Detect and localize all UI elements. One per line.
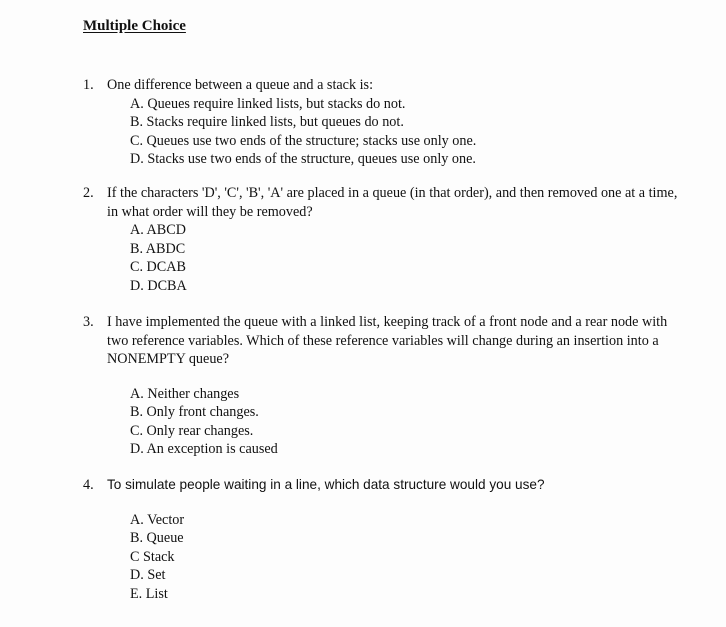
question-text: If the characters 'D', 'C', 'B', 'A' are placed in a queue (in that order), and then removed one at a time, in what order will they be removed?: [107, 185, 678, 220]
option-a: A. Neither changes: [130, 385, 240, 402]
option-d: D. DCBA: [130, 277, 187, 294]
question-number: 2.: [83, 185, 94, 201]
option-list: [130, 511, 683, 604]
option-c: C Stack: [130, 548, 175, 565]
spacer: [83, 369, 683, 385]
option-list: [130, 95, 683, 169]
option-a: A. ABCD: [130, 222, 186, 238]
option-b: B. Stacks require linked lists, but queues do not.: [130, 114, 404, 130]
option-list: [130, 385, 683, 459]
question-number: 1.: [83, 77, 94, 93]
spacer: [83, 495, 683, 511]
option-d: D. Set: [130, 567, 166, 583]
question-2: [83, 184, 683, 295]
option-c: C. DCAB: [130, 259, 186, 275]
option-list: [130, 221, 683, 295]
question-1: [83, 76, 683, 169]
question-text: One difference between a queue and a stack is:: [107, 77, 374, 93]
question-text: To simulate people waiting in a line, which data structure would you use?: [107, 477, 545, 492]
option-c: C. Only rear changes.: [130, 422, 254, 439]
section-heading: Multiple Choice: [83, 18, 186, 34]
option-e: E. List: [130, 585, 168, 602]
question-number: 4.: [83, 477, 94, 493]
option-c: C. Queues use two ends of the structure; stacks use only one.: [130, 132, 477, 149]
question-3: [83, 313, 683, 459]
question-number: 3.: [83, 314, 94, 330]
option-b: B. Queue: [130, 530, 184, 546]
option-a: A. Vector: [130, 511, 185, 528]
option-d: D. An exception is caused: [130, 441, 278, 457]
option-d: D. Stacks use two ends of the structure, queues use only one.: [130, 151, 476, 167]
question-text: I have implemented the queue with a linked list, keeping track of a front node and a rear node with two reference variables. Which of these reference variables will change during an insertion into a NONEMPTY queue?: [107, 314, 668, 367]
option-a: A. Queues require linked lists, but stacks do not.: [130, 95, 406, 112]
option-b: B. Only front changes.: [130, 404, 259, 420]
option-b: B. ABDC: [130, 240, 186, 257]
question-4: [83, 476, 683, 603]
